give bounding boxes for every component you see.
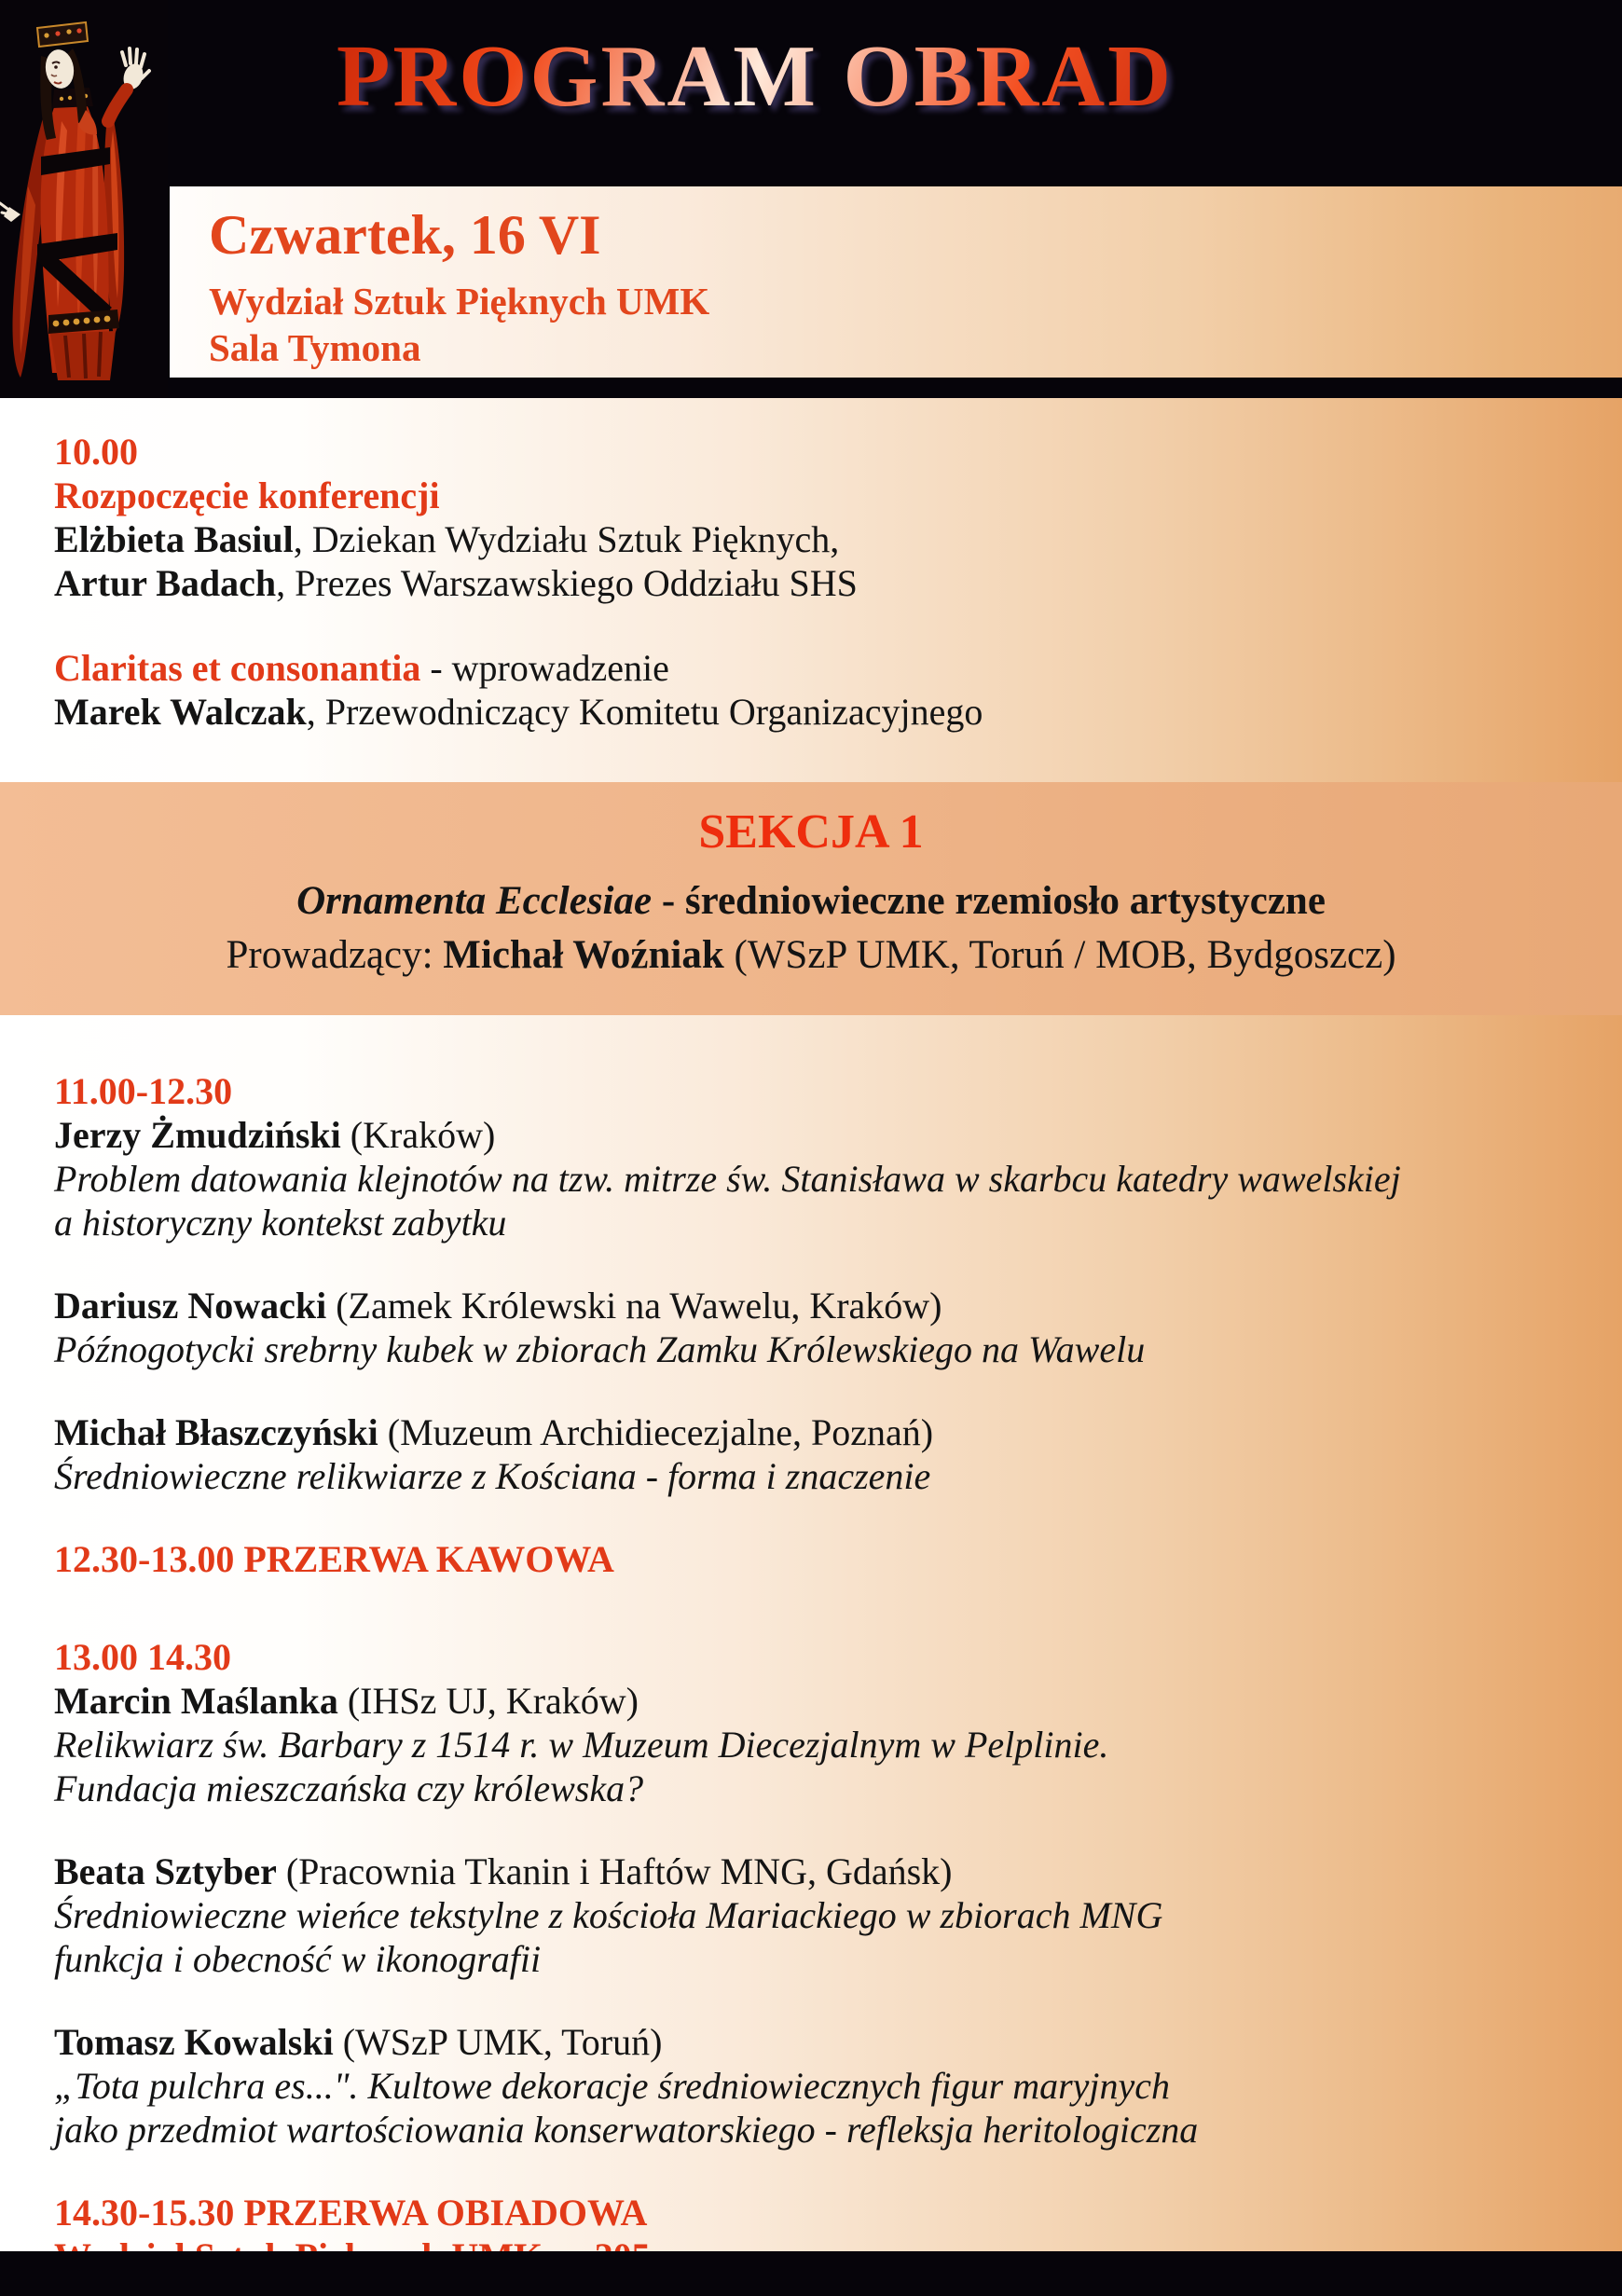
talk-title-line: „Tota pulchra es...". Kultowe dekoracje średniowiecznych figur maryjnych <box>54 2065 1171 2107</box>
stained-glass-figure-graphic <box>0 0 168 398</box>
talk-affiliation: (Pracownia Tkanin i Haftów MNG, Gdańsk) <box>276 1850 953 1892</box>
claritas-intro-line <box>54 646 1566 690</box>
talk-speaker: Dariusz Nowacki <box>54 1285 327 1327</box>
chair-name: Marek Walczak <box>54 691 307 733</box>
opening-time: 10.00 <box>54 431 138 473</box>
talk-item <box>54 1284 1566 1371</box>
talk-item <box>54 1113 1566 1244</box>
talk-title-line: Średniowieczne wieńce tekstylne z kościoła Mariackiego w zbiorach MNG <box>54 1894 1163 1936</box>
talk-speaker-line <box>54 1849 1566 1893</box>
opening-speaker <box>54 517 1566 561</box>
header <box>0 0 1622 398</box>
talk-title-line: funkcja i obecność w ikonografii <box>54 1938 542 1980</box>
talk-item <box>54 2020 1566 2152</box>
section-chair-name: Michał Woźniak <box>443 933 724 977</box>
talk-speaker: Beata Sztyber <box>54 1850 277 1892</box>
talk-speaker: Tomasz Kowalski <box>54 2021 334 2063</box>
section-1-banner <box>0 782 1622 1015</box>
speaker-role: , Dziekan Wydziału Sztuk Pięknych, <box>293 518 840 560</box>
section-subtitle <box>19 875 1603 928</box>
talk-item <box>54 1410 1566 1498</box>
talk-title-line: Fundacja mieszczańska czy królewska? <box>54 1767 644 1809</box>
section-chair-affiliation: (WSzP UMK, Toruń / MOB, Bydgoszcz) <box>723 933 1396 977</box>
page-title: PROGRAM OBRAD <box>168 26 1342 127</box>
speaker-role: , Prezes Warszawskiego Oddziału SHS <box>276 562 858 604</box>
talk-title-line: jako przedmiot wartościowania konserwatorskiego - refleksja heritologiczna <box>54 2109 1199 2151</box>
program-content <box>0 398 1622 2278</box>
schedule-list <box>0 1015 1622 2278</box>
section-chair-line <box>19 928 1603 983</box>
session-venue: Wydział Sztuk Pięknych UMK <box>209 280 710 323</box>
opening-speaker <box>54 561 1566 605</box>
talk-item <box>54 1849 1566 1981</box>
speaker-name: Artur Badach <box>54 562 277 604</box>
talk-title-line: a historyczny kontekst zabytku <box>54 1202 507 1244</box>
talk-affiliation: (IHSz UJ, Kraków) <box>337 1680 639 1722</box>
talk-affiliation: (WSzP UMK, Toruń) <box>333 2021 663 2063</box>
talk-speaker-line <box>54 1113 1566 1157</box>
session-info-panel <box>170 186 1622 378</box>
talk-title-line: Późnogotycki srebrny kubek w zbiorach Zamku Królewskiego na Wawelu <box>54 1328 1146 1370</box>
talk-speaker: Marcin Maślanka <box>54 1680 338 1722</box>
organizing-chair-line <box>54 690 1566 734</box>
talk-item <box>54 1679 1566 1810</box>
section-title: SEKCJA 1 <box>698 805 924 859</box>
medieval-figure-image <box>0 0 168 398</box>
talk-speaker-line <box>54 1410 1566 1454</box>
slot-time: 11.00-12.30 <box>54 1070 233 1112</box>
section-subtitle-rest: - średniowieczne rzemiosło artystyczne <box>652 879 1326 923</box>
talk-title-line: Średniowieczne relikwiarze z Kościana - forma i znaczenie <box>54 1455 931 1497</box>
talk-speaker: Michał Błaszczyński <box>54 1411 378 1453</box>
talk-title-line: Problem datowania klejnotów na tzw. mitrze św. Stanisława w skarbcu katedry wawelskiej <box>54 1158 1401 1200</box>
coffee-break-line: 12.30-13.00 PRZERWA KAWOWA <box>54 1538 614 1580</box>
slot-time: 13.00 14.30 <box>54 1636 231 1678</box>
talk-title-line: Relikwiarz św. Barbary z 1514 r. w Muzeum Diecezjalnym w Pelplinie. <box>54 1724 1109 1766</box>
session-date: Czwartek, 16 VI <box>209 204 601 266</box>
talk-speaker-line <box>54 1679 1566 1723</box>
claritas-title: Claritas et consonantia <box>54 647 421 689</box>
opening-heading: Rozpoczęcie konferencji <box>54 474 440 516</box>
section-subtitle-latin: Ornamenta Ecclesiae <box>296 879 653 923</box>
opening-block <box>0 398 1622 734</box>
claritas-rest: - wprowadzenie <box>420 647 669 689</box>
chair-role: , Przewodniczący Komitetu Organizacyjnego <box>306 691 983 733</box>
session-room: Sala Tymona <box>209 326 421 369</box>
talk-speaker: Jerzy Żmudziński <box>54 1114 341 1156</box>
footer-bar <box>0 2251 1622 2296</box>
talk-affiliation: (Muzeum Archidiecezjalne, Poznań) <box>378 1411 934 1453</box>
talk-speaker-line <box>54 1284 1566 1327</box>
talk-affiliation: (Kraków) <box>340 1114 496 1156</box>
speaker-name: Elżbieta Basiul <box>54 518 294 560</box>
lunch-break-time: 14.30-15.30 PRZERWA OBIADOWA <box>54 2192 648 2234</box>
talk-speaker-line <box>54 2020 1566 2064</box>
chair-label: Prowadzący: <box>226 933 444 977</box>
talk-affiliation: (Zamek Królewski na Wawelu, Kraków) <box>326 1285 942 1327</box>
